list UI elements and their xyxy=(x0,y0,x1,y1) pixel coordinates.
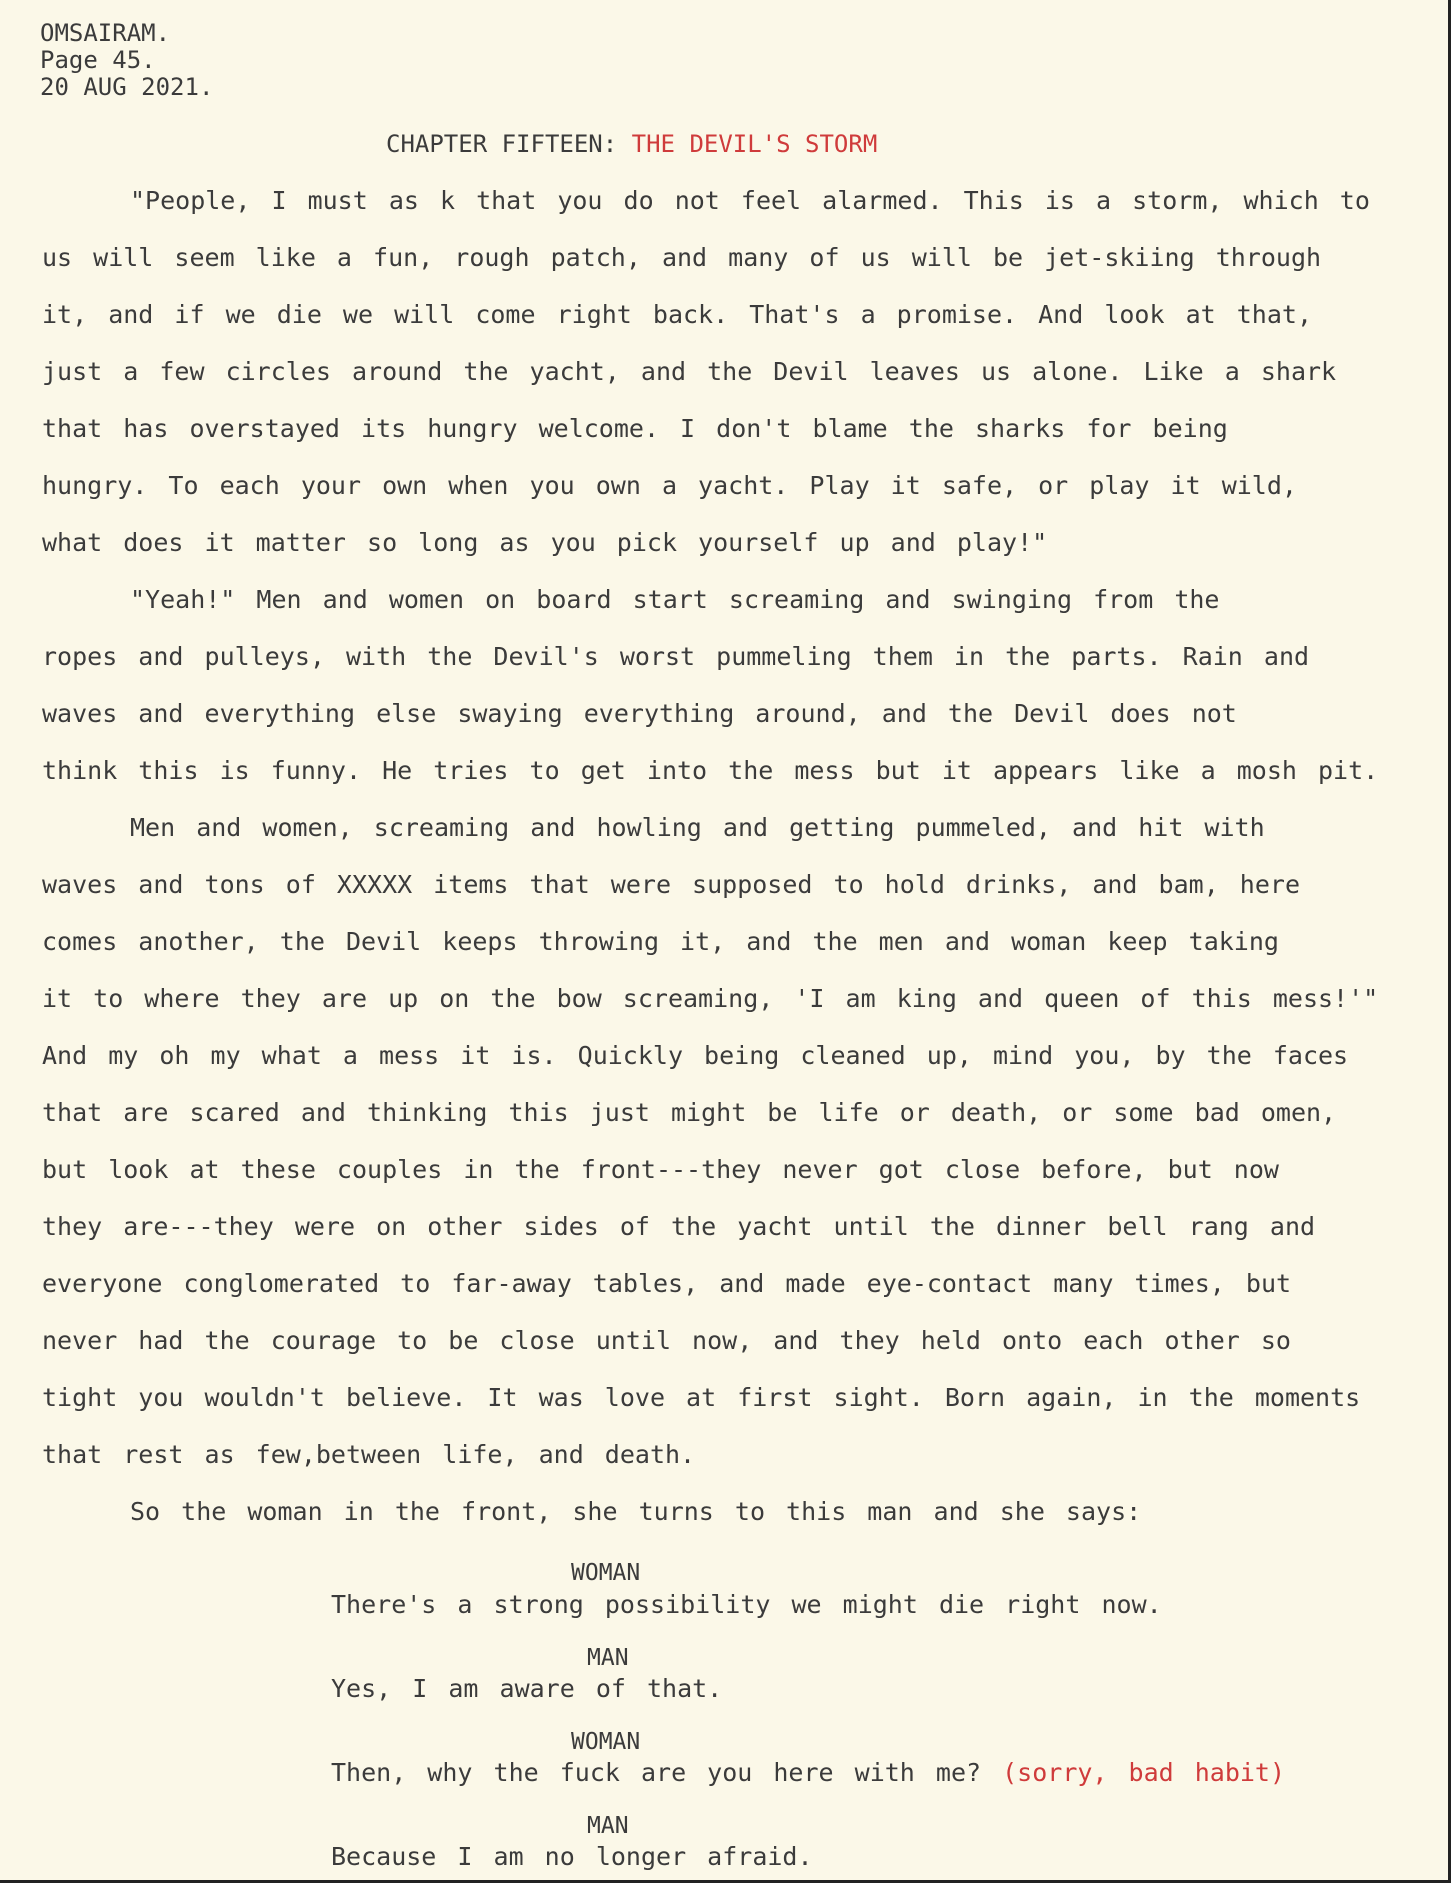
dialogue-line-text: Because I am no longer afraid. xyxy=(331,1842,813,1871)
dialogue-speaker: WOMAN xyxy=(571,1560,641,1586)
body-line: "People, I must as k that you do not feel alarmed. This is a storm, which to xyxy=(130,186,1370,215)
dialogue-speaker: MAN xyxy=(587,1645,629,1671)
body-line: that are scared and thinking this just might be life or death, or some bad omen, xyxy=(42,1098,1337,1127)
dialogue-line-note: (sorry, bad habit) xyxy=(981,1758,1286,1787)
body-line: everyone conglomerated to far-away tables, and made eye-contact many times, but xyxy=(42,1269,1292,1298)
body-line: but look at these couples in the front---they never got close before, but now xyxy=(42,1155,1279,1184)
body-line: that has overstayed its hungry welcome. I don't blame the sharks for being xyxy=(42,414,1228,443)
dialogue-line xyxy=(331,1674,722,1703)
header-line-date: 20 AUG 2021. xyxy=(40,73,214,101)
body-line: hungry. To each your own when you own a yacht. Play it safe, or play it wild, xyxy=(42,471,1297,500)
body-line: us will seem like a fun, rough patch, and many of us will be jet-skiing through xyxy=(42,243,1322,272)
dialogue-line-text: Then, why the fuck are you here with me? xyxy=(331,1758,982,1787)
body-line: just a few circles around the yacht, and the Devil leaves us alone. Like a shark xyxy=(42,357,1337,386)
chapter-title-red: THE DEVIL'S STORM xyxy=(631,130,878,158)
body-text xyxy=(42,185,1444,1553)
chapter-title xyxy=(386,130,877,158)
header-line-dedication: OMSAIRAM. xyxy=(40,19,171,47)
body-line: it, and if we die we will come right back. That's a promise. And look at that, xyxy=(42,300,1312,329)
dialogue-line-text: There's a strong possibility we might die right now. xyxy=(331,1590,1162,1619)
body-line: waves and everything else swaying everything around, and the Devil does not xyxy=(42,699,1237,728)
dialogue-line xyxy=(331,1590,1162,1619)
body-line: "Yeah!" Men and women on board start screaming and swinging from the xyxy=(130,585,1220,614)
body-line: what does it matter so long as you pick yourself up and play!" xyxy=(42,528,1048,557)
dialogue-speaker: MAN xyxy=(587,1813,629,1839)
dialogue-line-text: Yes, I am aware of that. xyxy=(331,1674,723,1703)
header-line-page-number: Page 45. xyxy=(40,46,156,74)
body-line: they are---they were on other sides of the yacht until the dinner bell rang and xyxy=(42,1212,1316,1241)
chapter-title-prefix: CHAPTER FIFTEEN: xyxy=(386,130,632,158)
dialogue-speaker: WOMAN xyxy=(571,1729,641,1755)
body-line: And my oh my what a mess it is. Quickly being cleaned up, mind you, by the faces xyxy=(42,1041,1349,1070)
body-line: never had the courage to be close until now, and they held onto each other so xyxy=(42,1326,1291,1355)
body-line: tight you wouldn't believe. It was love at first sight. Born again, in the moments xyxy=(42,1383,1361,1412)
dialogue-line xyxy=(331,1842,813,1871)
body-line: comes another, the Devil keeps throwing it, and the men and woman keep taking xyxy=(42,927,1279,956)
body-line: it to where they are up on the bow screaming, 'I am king and queen of this mess!'" xyxy=(42,984,1379,1013)
body-line: waves and tons of XXXXX items that were supposed to hold drinks, and bam, here xyxy=(42,870,1300,899)
body-line: ropes and pulleys, with the Devil's worst pummeling them in the parts. Rain and xyxy=(42,642,1310,671)
body-line: Men and women, screaming and howling and getting pummeled, and hit with xyxy=(130,813,1265,842)
body-line: that rest as few,between life, and death. xyxy=(42,1440,696,1469)
dialogue-line xyxy=(331,1758,1285,1787)
page-header xyxy=(40,20,213,101)
body-line: think this is funny. He tries to get into the mess but it appears like a mosh pit. xyxy=(42,756,1379,785)
body-line: So the woman in the front, she turns to this man and she says: xyxy=(130,1497,1142,1526)
